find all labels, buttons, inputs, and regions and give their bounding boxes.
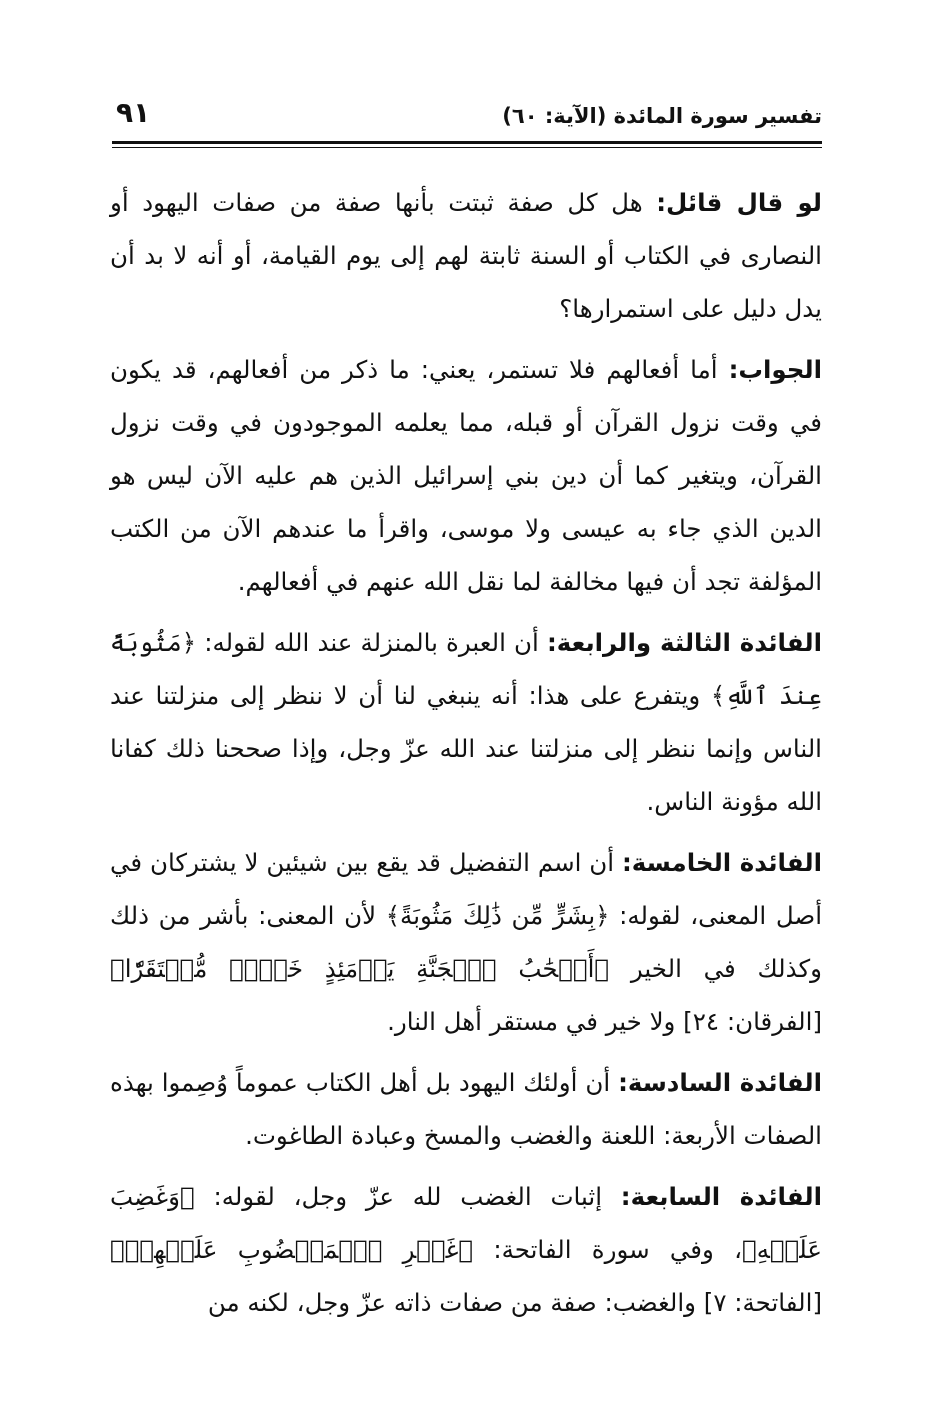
paragraph-text: ويتفرع على هذا: أنه ينبغي لنا أن لا ننظر إلى منزلتنا عند الناس وإنما ننظر إلى منزلتنا عند الله عزّ وجل، وإذا صححنا ذلك كفانا الله مؤونة الناس. [110, 681, 822, 816]
paragraph-text: إثبات الغضب لله عزّ وجل، لقوله: [194, 1182, 621, 1211]
quran-quote: ﴿غَيۡرِ ٱلۡمَغۡضُوبِ عَلَيۡهِمۡ﴾ [110, 1235, 474, 1264]
quran-quote: ﴿بِشَرٍّ مِّن ذَٰلِكَ مَثُوبَةً﴾ [385, 901, 610, 930]
header-rule-thin [112, 147, 822, 148]
paragraph-text: ، وفي سورة الفاتحة: [473, 1235, 743, 1264]
paragraph-benefit-6 [110, 1056, 822, 1162]
paragraph-lead: الفائدة الثالثة والرابعة: [546, 628, 822, 657]
quran-quote: ﴿مَثُوبَةً عِندَ ٱللَّهِ﴾ [110, 628, 822, 710]
paragraph-text: هل كل صفة ثبتت بأنها صفة من صفات اليهود أو النصارى في الكتاب أو السنة ثابتة لهم إلى يوم القيامة، أو أنه لا بد أن يدل دليل على استمرارها؟ [110, 188, 822, 323]
paragraph-text: أما أفعالهم فلا تستمر، يعني: ما ذكر من أفعالهم، قد يكون في وقت نزول القرآن أو قبله، مما يعلمه الموجودون في وقت نزول القرآن، ويتغير كما أن دين بني إسرائيل الذين هم عليه الآن ليس هو الدين الذي جاء به عيسى ولا موسى، واقرأ ما عندهم الآن من الكتب المؤلفة تجد أن فيها مخالفة لما نقل الله عنهم في أفعالهم. [110, 355, 822, 596]
paragraph-text: [الفاتحة: ٧] والغضب: صفة من صفات ذاته عزّ وجل، لكنه من [207, 1288, 822, 1317]
paragraph-text: أن أولئك اليهود بل أهل الكتاب عموماً وُصِموا بهذه الصفات الأربعة: اللعنة والغضب والمسخ وعبادة الطاغوت. [110, 1068, 822, 1150]
paragraph-lead: الفائدة السابعة: [620, 1182, 822, 1211]
paragraph-text: [الفرقان: ٢٤] ولا خير في مستقر أهل النار. [387, 1007, 822, 1036]
paragraph-lead: الجواب: [728, 355, 822, 384]
paragraph-text: أن العبرة بالمنزلة عند الله لقوله: [196, 628, 547, 657]
paragraph-text: لأن المعنى: بأشر من ذلك وكذلك في الخير [110, 901, 822, 983]
quran-quote: ﴿وَغَضِبَ عَلَيۡهِ﴾ [110, 1182, 822, 1264]
paragraph-benefit-7 [110, 1170, 822, 1329]
body-text [110, 176, 822, 1337]
paragraph-text: أن اسم التفضيل قد يقع بين شيئين لا يشتركان في أصل المعنى، لقوله: [110, 848, 822, 930]
paragraph-benefit-3-4 [110, 616, 822, 828]
paragraph-lead: لو قال قائل: [656, 188, 823, 217]
quran-quote: ﴿أَصۡحَٰبُ ٱلۡجَنَّةِ يَوۡمَئِذٍ خَيۡرٞ مُّسۡتَقَرّٗا﴾ [110, 954, 610, 983]
running-title: تفسير سورة المائدة (الآية: ٦٠) [502, 104, 822, 128]
page-header [112, 96, 822, 136]
header-rule-thick [112, 141, 822, 144]
paragraph-benefit-5 [110, 836, 822, 1048]
paragraph-question [110, 176, 822, 335]
paragraph-lead: الفائدة الخامسة: [621, 848, 822, 877]
page-number: ٩١ [116, 96, 151, 129]
paragraph-answer [110, 343, 822, 608]
paragraph-lead: الفائدة السادسة: [618, 1068, 822, 1097]
